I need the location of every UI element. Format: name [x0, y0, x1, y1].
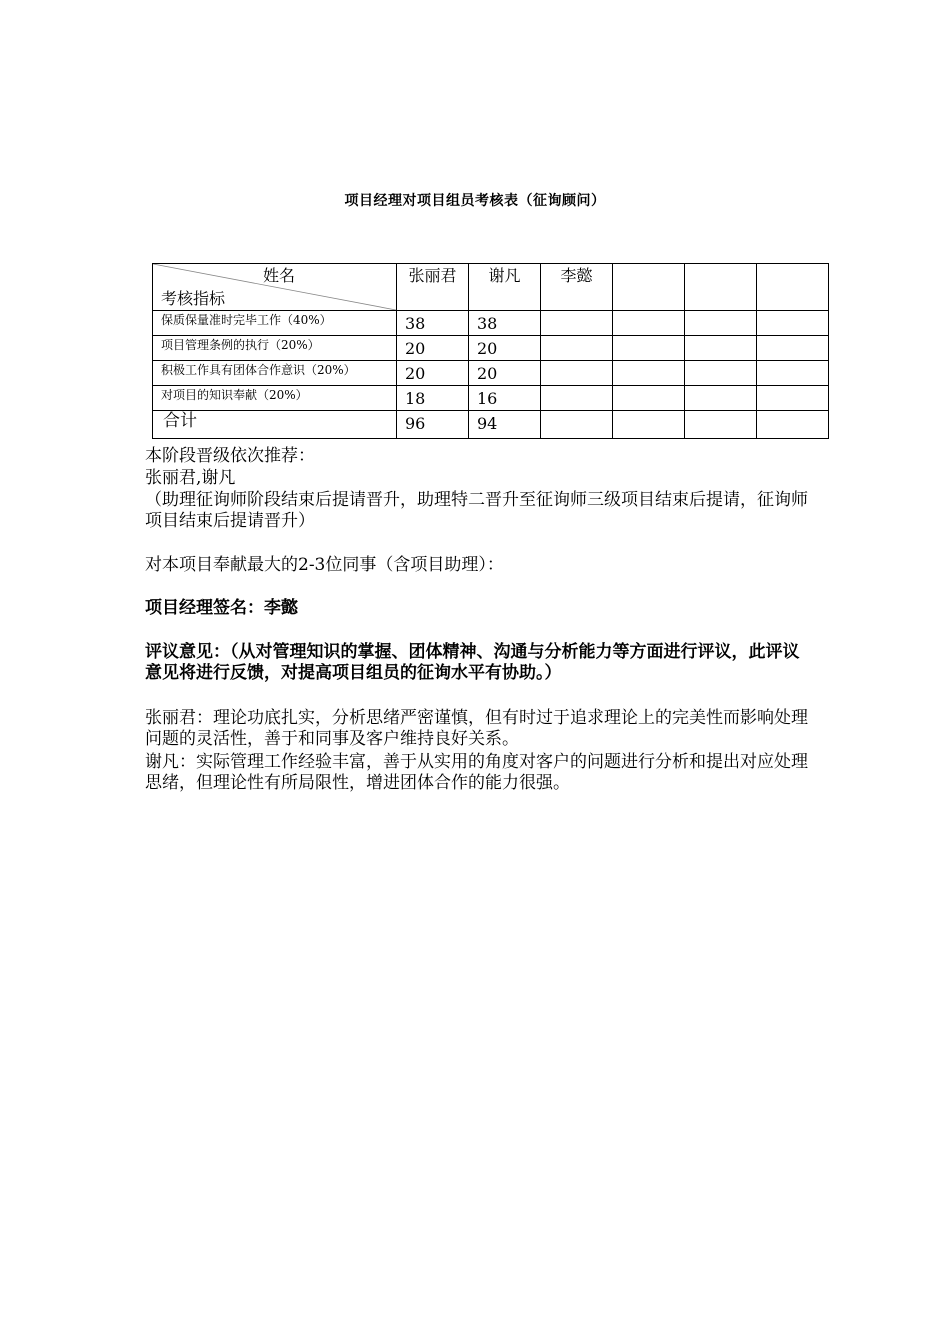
score-cell: 20: [397, 336, 469, 361]
score-cell: [613, 336, 685, 361]
table-row: [153, 311, 829, 336]
contribution-label: 对本项目奉献最大的2-3位同事（含项目助理）：: [145, 555, 504, 575]
total-cell: [541, 411, 613, 439]
name-header: 李懿: [541, 264, 613, 311]
score-cell: [685, 361, 757, 386]
total-cell: [685, 411, 757, 439]
score-cell: [541, 361, 613, 386]
score-cell: [613, 311, 685, 336]
score-cell: [757, 361, 829, 386]
document-title: 项目经理对项目组员考核表（征询顾问）: [344, 193, 606, 209]
review-heading: 评议意见：（从对管理知识的掌握、团体精神、沟通与分析能力等方面进行评议，此评议意见将进行反馈，对提高项目组员的征询水平有协助。）: [145, 642, 800, 683]
score-cell: 20: [469, 336, 541, 361]
diagonal-header-cell: [153, 264, 397, 311]
name-header: 谢凡: [469, 264, 541, 311]
promotion-note: （助理征询师阶段结束后提请晋升，助理特二晋升至征询师三级项目结束后提请，征询师项目结束后提请晋升）: [145, 490, 808, 531]
total-label-cell: 合计: [153, 411, 397, 439]
score-cell: [757, 336, 829, 361]
review-zhang: 张丽君：理论功底扎实，分析思绪严密谨慎，但有时过于追求理论上的完美性而影响处理问题的灵活性，善于和同事及客户维持良好关系。: [145, 708, 808, 749]
promotion-names: 张丽君,谢凡: [145, 468, 236, 488]
table-header-row: [153, 264, 829, 311]
corner-criteria-label: 考核指标: [161, 289, 226, 308]
score-cell: [613, 386, 685, 411]
score-cell: [541, 336, 613, 361]
score-cell: [541, 311, 613, 336]
score-cell: [685, 311, 757, 336]
table-total-row: [153, 411, 829, 439]
manager-signature: 项目经理签名：李懿: [145, 598, 298, 618]
criterion-cell: 积极工作具有团体合作意识（20%）: [153, 361, 397, 386]
table-row: [153, 386, 829, 411]
corner-name-label: 姓名: [263, 266, 296, 285]
score-cell: [685, 336, 757, 361]
review-xie: 谢凡：实际管理工作经验丰富，善于从实用的角度对客户的问题进行分析和提出对应处理思绪，但理论性有所局限性，增进团体合作的能力很强。: [145, 752, 808, 793]
criterion-cell: 对项目的知识奉献（20%）: [153, 386, 397, 411]
criterion-cell: 项目管理条例的执行（20%）: [153, 336, 397, 361]
score-cell: [757, 311, 829, 336]
total-cell: 96: [397, 411, 469, 439]
total-cell: [757, 411, 829, 439]
score-cell: [613, 361, 685, 386]
score-cell: 38: [397, 311, 469, 336]
score-cell: 38: [469, 311, 541, 336]
name-header: [757, 264, 829, 311]
score-cell: 20: [397, 361, 469, 386]
table-row: [153, 361, 829, 386]
score-cell: [757, 386, 829, 411]
promotion-label: 本阶段晋级依次推荐：: [145, 446, 315, 466]
score-cell: 16: [469, 386, 541, 411]
total-cell: 94: [469, 411, 541, 439]
criterion-cell: 保质保量准时完毕工作（40%）: [153, 311, 397, 336]
evaluation-table: [152, 263, 829, 439]
score-cell: 18: [397, 386, 469, 411]
total-cell: [613, 411, 685, 439]
name-header: 张丽君: [397, 264, 469, 311]
score-cell: 20: [469, 361, 541, 386]
score-cell: [541, 386, 613, 411]
table-row: [153, 336, 829, 361]
score-cell: [685, 386, 757, 411]
name-header: [613, 264, 685, 311]
name-header: [685, 264, 757, 311]
